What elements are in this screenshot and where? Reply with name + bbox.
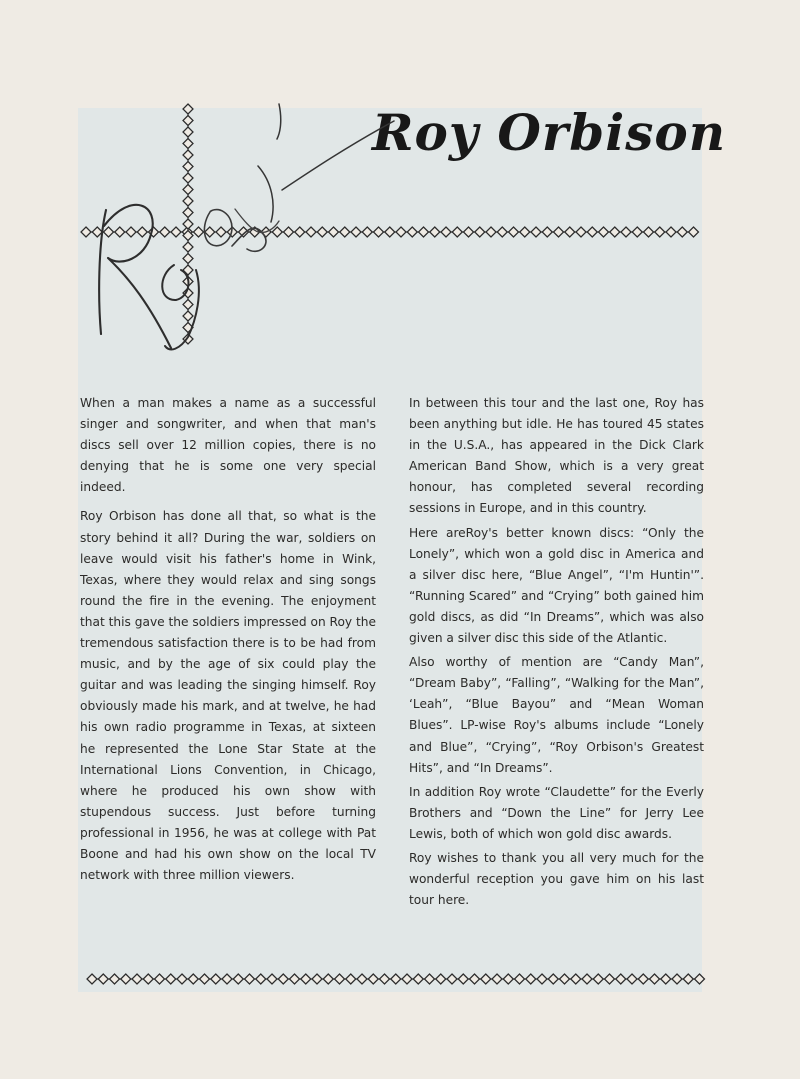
article-paragraph: In addition Roy wrote “Claudette” for the Everly Brothers and “Down the Line” for Jerry Lee Lewis, both of which won gold disc awards. xyxy=(409,784,704,841)
article-paragraph: Also worthy of mention are “Candy Man”, “Dream Baby”, “Falling”, “Walking for the Man”, ‘Leah”, “Blue Bayou” and “Mean Woman Blues”. LP-wise Roy's albums include “Lonely and Blue”, “Crying”, “Roy Orbison's Greatest Hits”, and “In Dreams”. xyxy=(409,655,704,775)
right-article-column xyxy=(409,393,704,914)
left-article-column xyxy=(80,393,376,894)
article-paragraph: Here areRoy's better known discs: “Only the Lonely”, which won a gold disc in America and a silver disc here, “Blue Angel”, “I'm Huntin'”. “Running Scared” and “Crying” both gained him gold discs, as did “In Dreams”, which was also given a silver disc this side of the Atlantic. xyxy=(409,525,704,646)
article-paragraph: In between this tour and the last one, Roy has been anything but idle. He has toured 45 states in the U.S.A., has appeared in the Dick Clark American Band Show, which is a very great honour, has completed several recording sessions in Europe, and in this country. xyxy=(409,396,704,516)
article-paragraph: Roy wishes to thank you all very much for the wonderful reception you gave him on his last tour here. xyxy=(409,850,704,908)
article-paragraph: Roy Orbison has done all that, so what is the story behind it all? During the war, soldiers on leave would visit his father's home in Wink, Texas, where they would relax and sing songs round the fire in the evening. The enjoyment that this gave the soldiers impressed on Roy the tremendous satisfaction there is to be had from music, and by the age of six could play the guitar and was leading the singing himself. Roy obviously made his mark, and at twelve, he had his own radio programme in Texas, at sixteen he represented the Lone Star State at the International Lions Convention, in Chicago, where he produced his own show with stupendous success. Just before turning professional in 1956, he was at college with Pat Boone and had his own show on the local TV network with three million viewers. xyxy=(80,509,377,883)
page-title: Roy Orbison xyxy=(372,103,727,162)
article-paragraph: When a man makes a name as a successful singer and songwriter, and when that man's discs sell over 12 million copies, there is no denying that he is some one very special indeed. xyxy=(80,396,376,495)
